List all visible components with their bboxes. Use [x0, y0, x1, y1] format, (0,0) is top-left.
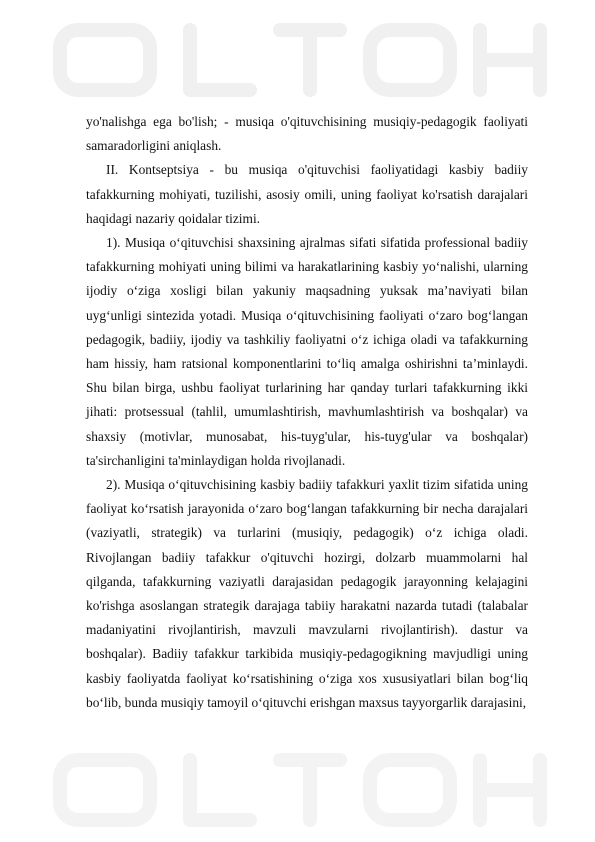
- paragraph-continuation: yo'nalishga ega bo'lish; - musiqa o'qituvchisining musiqiy-pedagogik faoliyati samaradorligini aniqlash.: [86, 114, 528, 154]
- document-body: [86, 110, 528, 715]
- paragraph-point-2: 2). Musiqa o‘qituvchisining kasbiy badiiy tafakkuri yaxlit tizim sifatida uning faoliyat ko‘rsatish jarayonida o‘zaro bog‘langan tafakkurning bir necha darajalari (vaziyatli, strategik) va turlarini (musiqiy, pedagogik) o‘z ichiga oladi. Rivojlangan badiiy tafakkur o'qituvchi hozirgi, dolzarb muammolarni hal qilganda, tafakkurning vaziyatli darajasidan pedagogik jarayonning kelajagini ko'rishga asoslangan strategik darajaga tabiiy harakatni nazarda tutadi (talabalar madaniyatini rivojlantirish, mavzuli mavzularni rivojlantirish). dastur va boshqalar). Badiiy tafakkur tarkibida musiqiy-pedagogikning mavjudligi uning kasbiy faoliyatda faoliyat ko‘rsatishining o‘ziga xos xususiyatlari bilan bog‘liq bo‘lib, bunda musiqiy tamoyil o‘qituvchi erishgan maxsus tayyorgarlik darajasini,: [86, 477, 528, 710]
- paragraph-concept: II. Kontseptsiya - bu musiqa o'qituvchisi faoliyatidagi kasbiy badiiy tafakkurning mohiyati, tuzilishi, asosiy omili, uning faoliyat ko'rsatish darajalari haqidagi nazariy qoidalar tizimi.: [86, 162, 528, 226]
- paragraph-point-1: 1). Musiqa o‘qituvchisi shaxsining ajralmas sifati sifatida professional badiiy tafakkurning mohiyati uning bilimi va harakatlarining kasbiy yo‘nalishi, ularning ijodiy o‘ziga xosligi bilan yakuniy maqsadning yuksak ma’naviyati bilan uyg‘unligi sintezida yotadi. Musiqa o‘qituvchisining faoliyati o‘zaro bog‘langan pedagogik, badiiy, ijodiy va tashkiliy faoliyatni o‘z ichiga oladi va tafakkurning ham hissiy, ham ratsional komponentlarini to‘liq amalga oshirishni ta’minlaydi. Shu bilan birga, ushbu faoliyat turlarining har qanday turlari tafakkurning ikki jihati: protsessual (tahlil, umumlashtirish, mavhumlashtirish va boshqalar) va shaxsiy (motivlar, munosabat, his-tuyg'ular, his-tuyg'ular va boshqalar) ta'sirchanligini ta'minlaydigan holda rivojlanadi.: [86, 235, 528, 468]
